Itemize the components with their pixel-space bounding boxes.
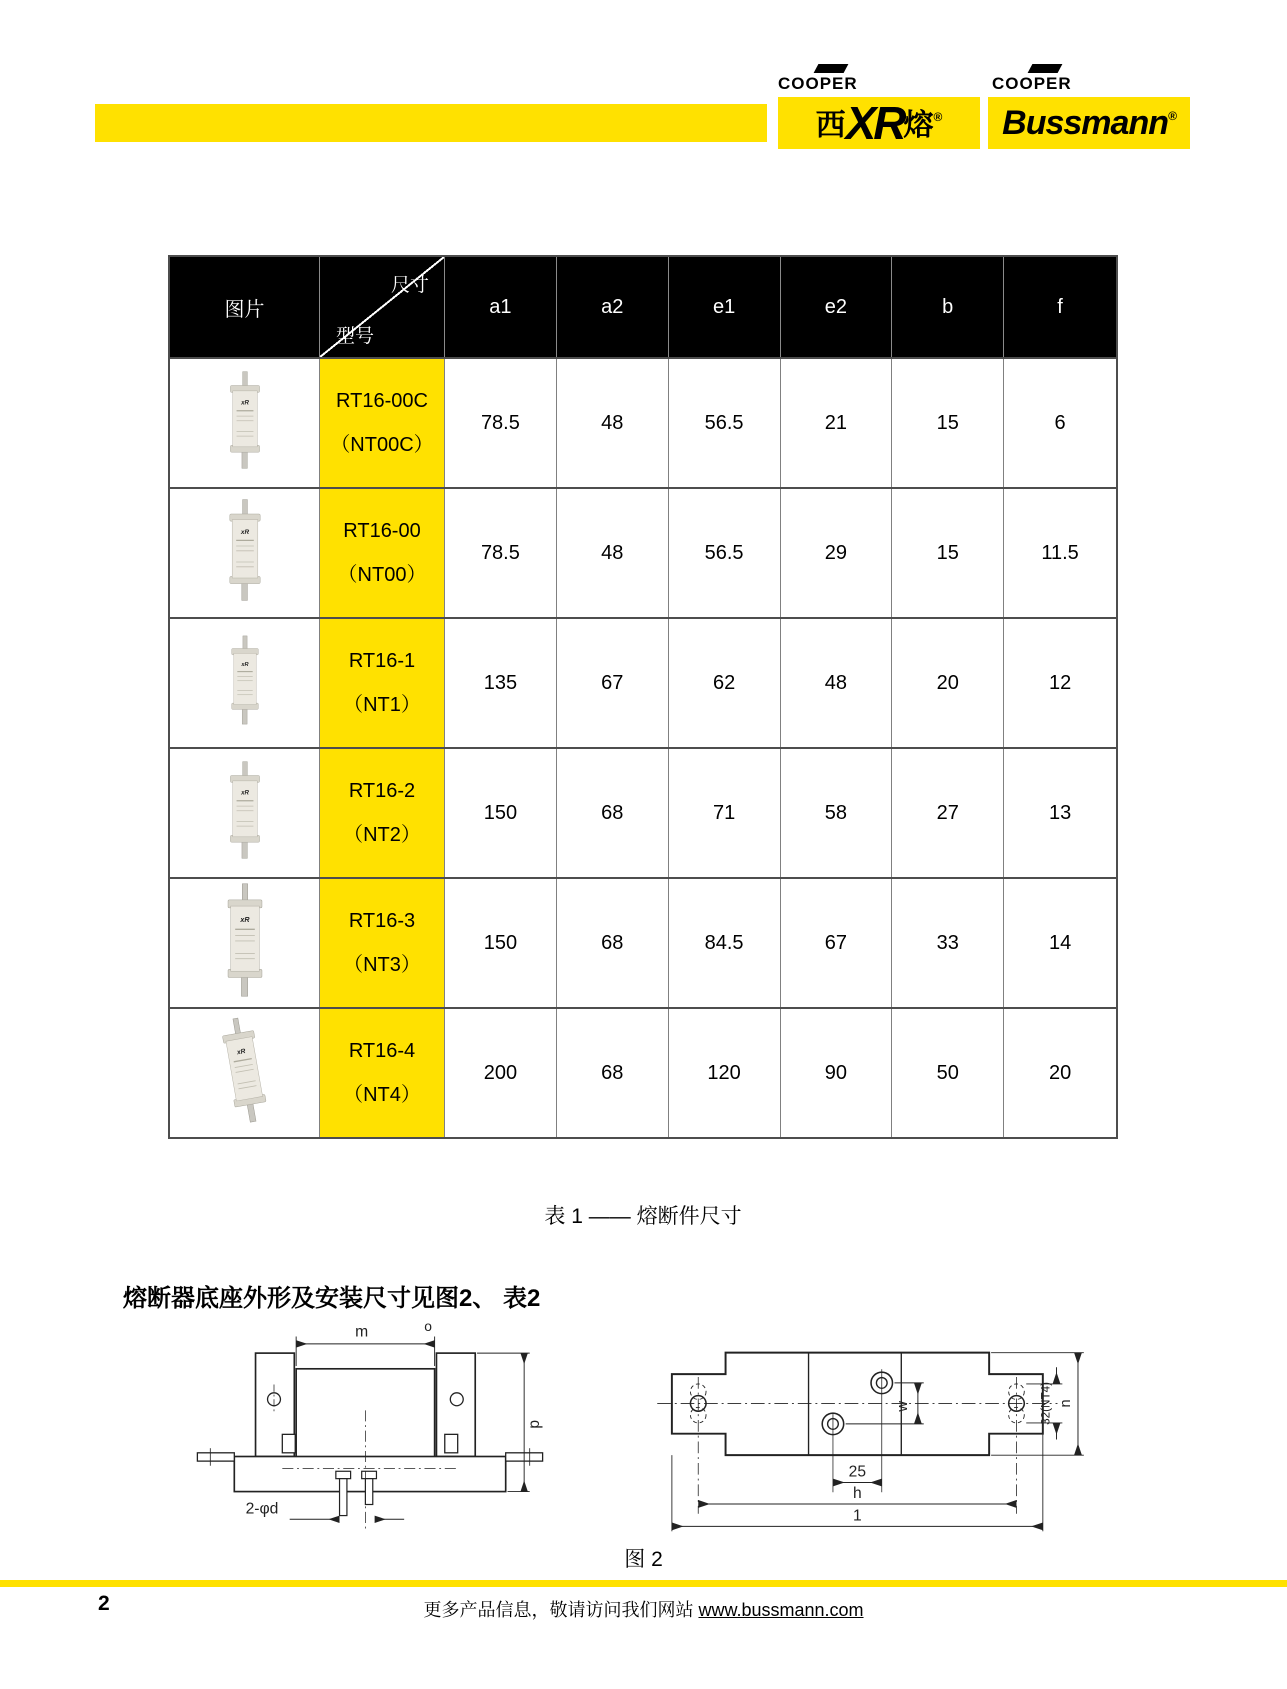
dimension-value: 67 — [557, 619, 669, 747]
xirong-xi: 西 — [815, 109, 846, 142]
svg-text:xR: xR — [240, 662, 249, 668]
model-cell — [320, 489, 445, 617]
model-cell — [320, 879, 445, 1007]
cooper-label: COOPER — [778, 74, 858, 93]
dim-label-o: o — [424, 1318, 433, 1334]
fuse-base-front-view-drawing — [190, 1318, 550, 1535]
fuse-photo — [170, 489, 320, 617]
xirong-rong: 熔 — [903, 109, 934, 142]
svg-text:xR: xR — [240, 399, 249, 407]
dimension-value: 20 — [892, 619, 1004, 747]
fuse-base-top-view-drawing — [652, 1338, 1092, 1543]
fuse-photo — [170, 879, 320, 1007]
model-alt-name: （NT3） — [343, 954, 421, 976]
table-caption: 表 1 —— 熔断件尺寸 — [544, 1205, 742, 1228]
dimension-value: 68 — [557, 749, 669, 877]
xirong-xr: XR — [845, 97, 904, 149]
corner-model-label: 型号 — [336, 326, 375, 347]
column-header-e2: e2 — [781, 257, 893, 357]
dim-label-32nt4: 32(NT4) — [1039, 1381, 1053, 1425]
footer-url-link[interactable]: www.bussmann.com — [698, 1600, 864, 1620]
dim-label-2-phi-d: 2-φd — [245, 1500, 279, 1518]
cooper-flag-icon — [1028, 64, 1063, 73]
model-name: RT16-2 — [348, 780, 416, 802]
dimension-value: 15 — [892, 489, 1004, 617]
dimension-value: 78.5 — [445, 359, 557, 487]
dimension-value: 50 — [892, 1009, 1004, 1137]
table-row — [170, 617, 1116, 747]
dim-label-p: p — [525, 1419, 543, 1429]
column-header-image: 图片 — [170, 257, 320, 357]
dimension-value: 200 — [445, 1009, 557, 1137]
footer-info: 更多产品信息，敬请访问我们网站 — [423, 1600, 694, 1620]
dimension-value: 135 — [445, 619, 557, 747]
dimension-value: 56.5 — [669, 489, 781, 617]
dimension-value: 48 — [781, 619, 893, 747]
dimension-value: 48 — [557, 489, 669, 617]
dimension-value: 68 — [557, 1009, 669, 1137]
dimension-value: 12 — [1004, 619, 1116, 747]
fuse-photo-graphic — [222, 363, 268, 477]
model-name: RT16-4 — [348, 1040, 416, 1062]
dim-label-w: w — [895, 1401, 912, 1412]
cooper-wordmark-xirong — [778, 64, 898, 94]
dimension-value: 11.5 — [1004, 489, 1116, 617]
cooper-flag-icon — [814, 64, 849, 73]
model-cell — [320, 1009, 445, 1137]
column-header-a2: a2 — [557, 257, 669, 357]
table-row — [170, 877, 1116, 1007]
column-header-corner — [320, 257, 445, 357]
svg-text:xR: xR — [240, 529, 249, 536]
svg-text:xR: xR — [239, 916, 250, 925]
dimension-value: 78.5 — [445, 489, 557, 617]
column-header-b: b — [892, 257, 1004, 357]
model-alt-name: （NT2） — [343, 824, 421, 846]
fuse-photo-graphic — [221, 490, 269, 610]
model-name: RT16-3 — [348, 910, 416, 932]
dimension-value: 150 — [445, 749, 557, 877]
dimension-value: 120 — [669, 1009, 781, 1137]
model-alt-name: （NT00C） — [330, 434, 434, 456]
cooper-label: COOPER — [992, 74, 1072, 93]
fuse-photo — [170, 359, 320, 487]
model-name: RT16-00C — [336, 390, 428, 412]
bussmann-logo — [988, 97, 1190, 149]
cooper-wordmark-bussmann — [992, 64, 1112, 94]
corner-size-label: 尺寸 — [390, 275, 429, 296]
dim-label-25: 25 — [848, 1463, 867, 1481]
footer-text — [0, 1596, 1287, 1622]
model-cell — [320, 359, 445, 487]
dimension-value: 90 — [781, 1009, 893, 1137]
model-alt-name: （NT1） — [343, 694, 421, 716]
model-cell — [320, 749, 445, 877]
dim-label-h: h — [853, 1485, 862, 1503]
dim-label-n: n — [1058, 1399, 1075, 1408]
model-name: RT16-00 — [343, 520, 421, 542]
figure-caption: 图 2 — [624, 1548, 663, 1571]
bussmann-name: Bussmann — [1002, 103, 1168, 142]
dimension-value: 29 — [781, 489, 893, 617]
dim-label-length: 1 — [853, 1507, 862, 1525]
fuse-photo-graphic — [224, 619, 266, 742]
fuse-photo — [170, 619, 320, 747]
dimension-value: 48 — [557, 359, 669, 487]
dimension-value: 14 — [1004, 879, 1116, 1007]
fuse-photo — [170, 749, 320, 877]
registered-mark: ® — [1167, 108, 1176, 123]
dimension-value: 13 — [1004, 749, 1116, 877]
header-yellow-bar — [95, 104, 767, 142]
dimension-value: 56.5 — [669, 359, 781, 487]
dimension-value: 71 — [669, 749, 781, 877]
fuse-photo-graphic — [202, 1011, 286, 1129]
model-alt-name: （NT4） — [343, 1084, 421, 1106]
model-cell — [320, 619, 445, 747]
table-row — [170, 357, 1116, 487]
table-row — [170, 747, 1116, 877]
column-header-f: f — [1057, 295, 1063, 318]
dimension-value: 67 — [781, 879, 893, 1007]
column-header-a1: a1 — [445, 257, 557, 357]
dimension-value: 6 — [1004, 359, 1116, 487]
dimension-value: 58 — [781, 749, 893, 877]
dimension-value: 20 — [1004, 1009, 1116, 1137]
model-name: RT16-1 — [348, 650, 416, 672]
model-alt-name: （NT00） — [337, 564, 427, 586]
dimension-value: 62 — [669, 619, 781, 747]
fuse-photo-graphic — [222, 749, 268, 873]
dimension-value: 33 — [892, 879, 1004, 1007]
svg-text:xR: xR — [240, 789, 249, 797]
svg-text:xR: xR — [236, 1048, 246, 1057]
fuse-dimension-table — [168, 255, 1118, 1139]
section-heading: 熔断器底座外形及安装尺寸见图2、 表2 — [123, 1285, 541, 1312]
dimension-value: 21 — [781, 359, 893, 487]
dimension-value: 68 — [557, 879, 669, 1007]
footer-yellow-rule — [0, 1580, 1287, 1587]
table-header-row — [170, 257, 1116, 357]
xirong-logo — [778, 97, 980, 149]
dimension-value: 15 — [892, 359, 1004, 487]
table-row — [170, 487, 1116, 617]
dimension-value: 150 — [445, 879, 557, 1007]
dimension-value: 84.5 — [669, 879, 781, 1007]
column-header-e1: e1 — [669, 257, 781, 357]
dimension-value: 27 — [892, 749, 1004, 877]
table-row — [170, 1007, 1116, 1137]
fuse-photo-graphic — [217, 882, 273, 998]
dim-label-m: m — [355, 1323, 369, 1341]
fuse-photo — [170, 1009, 320, 1137]
page-number: 2 — [98, 1592, 110, 1615]
registered-mark: ® — [933, 110, 943, 124]
